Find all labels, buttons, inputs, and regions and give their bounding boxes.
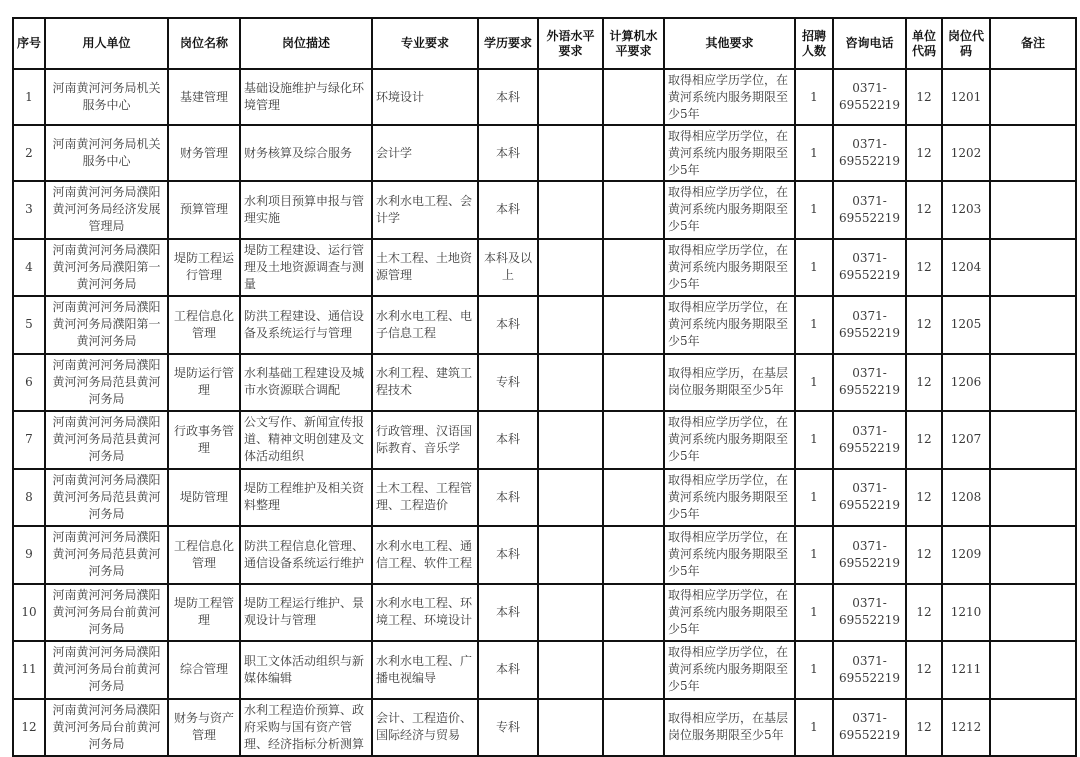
- header-major: 专业要求: [372, 18, 478, 69]
- cell-lang: [538, 699, 603, 757]
- cell-no: 4: [13, 239, 45, 297]
- cell-post: 堤防运行管理: [168, 354, 240, 412]
- cell-no: 6: [13, 354, 45, 412]
- cell-unit-code: 12: [906, 411, 942, 469]
- cell-desc: 基础设施维护与绿化环境管理: [240, 69, 372, 125]
- cell-major: 水利水电工程、通信工程、软件工程: [372, 526, 478, 584]
- cell-lang: [538, 354, 603, 412]
- cell-desc: 水利基础工程建设及城市水资源联合调配: [240, 354, 372, 412]
- cell-remark: [990, 584, 1076, 642]
- cell-phone: 0371-69552219: [833, 699, 906, 757]
- table-row: [13, 411, 1076, 469]
- cell-phone: 0371-69552219: [833, 584, 906, 642]
- table-row: [13, 699, 1076, 757]
- cell-major: 行政管理、汉语国际教育、音乐学: [372, 411, 478, 469]
- cell-phone: 0371-69552219: [833, 469, 906, 527]
- cell-post: 堤防管理: [168, 469, 240, 527]
- cell-computer: [603, 296, 664, 354]
- cell-edu: 本科: [478, 584, 538, 642]
- cell-phone: 0371-69552219: [833, 69, 906, 125]
- cell-unit: 河南黄河河务局濮阳黄河河务局范县黄河河务局: [45, 469, 168, 527]
- cell-desc: 堤防工程维护及相关资料整理: [240, 469, 372, 527]
- cell-count: 1: [795, 239, 833, 297]
- cell-computer: [603, 641, 664, 699]
- cell-lang: [538, 584, 603, 642]
- cell-post: 预算管理: [168, 181, 240, 239]
- cell-phone: 0371-69552219: [833, 354, 906, 412]
- cell-remark: [990, 526, 1076, 584]
- cell-major: 水利水电工程、电子信息工程: [372, 296, 478, 354]
- cell-post: 基建管理: [168, 69, 240, 125]
- cell-count: 1: [795, 411, 833, 469]
- cell-unit-code: 12: [906, 296, 942, 354]
- cell-edu: 本科: [478, 69, 538, 125]
- cell-remark: [990, 296, 1076, 354]
- cell-remark: [990, 469, 1076, 527]
- cell-post-code: 1204: [942, 239, 990, 297]
- cell-remark: [990, 411, 1076, 469]
- cell-desc: 财务核算及综合服务: [240, 125, 372, 181]
- cell-major: 水利水电工程、环境工程、环境设计: [372, 584, 478, 642]
- table-row: [13, 526, 1076, 584]
- cell-no: 12: [13, 699, 45, 757]
- cell-phone: 0371-69552219: [833, 239, 906, 297]
- cell-post-code: 1205: [942, 296, 990, 354]
- cell-desc: 防洪工程信息化管理、通信设备系统运行维护: [240, 526, 372, 584]
- cell-unit-code: 12: [906, 584, 942, 642]
- cell-count: 1: [795, 469, 833, 527]
- cell-count: 1: [795, 584, 833, 642]
- table-row: [13, 239, 1076, 297]
- cell-computer: [603, 469, 664, 527]
- cell-other: 取得相应学历学位，在黄河系统内服务期限至少5年: [664, 296, 795, 354]
- cell-edu: 本科: [478, 411, 538, 469]
- header-remark: 备注: [990, 18, 1076, 69]
- cell-no: 7: [13, 411, 45, 469]
- cell-unit-code: 12: [906, 469, 942, 527]
- cell-computer: [603, 69, 664, 125]
- cell-phone: 0371-69552219: [833, 641, 906, 699]
- cell-edu: 本科: [478, 469, 538, 527]
- header-post-code: 岗位代码: [942, 18, 990, 69]
- cell-major: 会计、工程造价、国际经济与贸易: [372, 699, 478, 757]
- cell-remark: [990, 181, 1076, 239]
- cell-remark: [990, 125, 1076, 181]
- cell-phone: 0371-69552219: [833, 125, 906, 181]
- cell-major: 土木工程、土地资源管理: [372, 239, 478, 297]
- cell-other: 取得相应学历学位，在黄河系统内服务期限至少5年: [664, 641, 795, 699]
- cell-computer: [603, 239, 664, 297]
- cell-other: 取得相应学历学位，在黄河系统内服务期限至少5年: [664, 69, 795, 125]
- cell-unit-code: 12: [906, 354, 942, 412]
- cell-desc: 防洪工程建设、通信设备及系统运行与管理: [240, 296, 372, 354]
- cell-no: 10: [13, 584, 45, 642]
- cell-edu: 本科: [478, 526, 538, 584]
- cell-unit-code: 12: [906, 526, 942, 584]
- table-row: [13, 296, 1076, 354]
- header-unit: 用人单位: [45, 18, 168, 69]
- cell-count: 1: [795, 296, 833, 354]
- cell-post: 堤防工程管理: [168, 584, 240, 642]
- cell-lang: [538, 641, 603, 699]
- cell-count: 1: [795, 354, 833, 412]
- cell-lang: [538, 526, 603, 584]
- cell-remark: [990, 239, 1076, 297]
- cell-edu: 专科: [478, 354, 538, 412]
- cell-post-code: 1208: [942, 469, 990, 527]
- header-other: 其他要求: [664, 18, 795, 69]
- cell-no: 2: [13, 125, 45, 181]
- cell-major: 水利水电工程、会计学: [372, 181, 478, 239]
- table-row: [13, 641, 1076, 699]
- cell-unit-code: 12: [906, 641, 942, 699]
- cell-no: 11: [13, 641, 45, 699]
- cell-remark: [990, 354, 1076, 412]
- cell-post-code: 1209: [942, 526, 990, 584]
- cell-edu: 本科及以上: [478, 239, 538, 297]
- cell-computer: [603, 699, 664, 757]
- table-row: [13, 354, 1076, 412]
- cell-lang: [538, 469, 603, 527]
- cell-computer: [603, 181, 664, 239]
- cell-unit-code: 12: [906, 699, 942, 757]
- cell-other: 取得相应学历学位，在黄河系统内服务期限至少5年: [664, 181, 795, 239]
- cell-count: 1: [795, 69, 833, 125]
- cell-count: 1: [795, 181, 833, 239]
- cell-other: 取得相应学历学位，在黄河系统内服务期限至少5年: [664, 125, 795, 181]
- cell-unit: 河南黄河河务局机关服务中心: [45, 69, 168, 125]
- cell-post: 行政事务管理: [168, 411, 240, 469]
- cell-post: 工程信息化管理: [168, 296, 240, 354]
- cell-other: 取得相应学历学位，在黄河系统内服务期限至少5年: [664, 239, 795, 297]
- header-phone: 咨询电话: [833, 18, 906, 69]
- cell-phone: 0371-69552219: [833, 526, 906, 584]
- cell-unit: 河南黄河河务局濮阳黄河河务局台前黄河河务局: [45, 699, 168, 757]
- cell-unit: 河南黄河河务局机关服务中心: [45, 125, 168, 181]
- cell-desc: 公文写作、新闻宣传报道、精神文明创建及文体活动组织: [240, 411, 372, 469]
- cell-major: 环境设计: [372, 69, 478, 125]
- cell-unit: 河南黄河河务局濮阳黄河河务局范县黄河河务局: [45, 354, 168, 412]
- cell-desc: 职工文体活动组织与新媒体编辑: [240, 641, 372, 699]
- cell-lang: [538, 69, 603, 125]
- cell-post-code: 1201: [942, 69, 990, 125]
- cell-count: 1: [795, 125, 833, 181]
- cell-lang: [538, 125, 603, 181]
- header-no: 序号: [13, 18, 45, 69]
- cell-post: 财务管理: [168, 125, 240, 181]
- cell-desc: 堤防工程运行维护、景观设计与管理: [240, 584, 372, 642]
- cell-post: 财务与资产管理: [168, 699, 240, 757]
- cell-unit: 河南黄河河务局濮阳黄河河务局濮阳第一黄河河务局: [45, 296, 168, 354]
- cell-post: 综合管理: [168, 641, 240, 699]
- cell-other: 取得相应学历学位，在黄河系统内服务期限至少5年: [664, 469, 795, 527]
- cell-post-code: 1207: [942, 411, 990, 469]
- table-row: [13, 125, 1076, 181]
- cell-remark: [990, 699, 1076, 757]
- cell-no: 8: [13, 469, 45, 527]
- cell-no: 9: [13, 526, 45, 584]
- cell-unit-code: 12: [906, 69, 942, 125]
- table-row: [13, 69, 1076, 125]
- cell-unit-code: 12: [906, 181, 942, 239]
- cell-lang: [538, 411, 603, 469]
- table-row: [13, 469, 1076, 527]
- cell-other: 取得相应学历学位，在黄河系统内服务期限至少5年: [664, 411, 795, 469]
- cell-unit: 河南黄河河务局濮阳黄河河务局台前黄河河务局: [45, 584, 168, 642]
- cell-computer: [603, 526, 664, 584]
- cell-no: 5: [13, 296, 45, 354]
- cell-lang: [538, 181, 603, 239]
- recruitment-table: [12, 17, 1077, 757]
- cell-unit: 河南黄河河务局濮阳黄河河务局范县黄河河务局: [45, 411, 168, 469]
- cell-phone: 0371-69552219: [833, 296, 906, 354]
- cell-edu: 本科: [478, 181, 538, 239]
- cell-phone: 0371-69552219: [833, 411, 906, 469]
- table-row: [13, 181, 1076, 239]
- cell-major: 水利水电工程、广播电视编导: [372, 641, 478, 699]
- cell-post-code: 1212: [942, 699, 990, 757]
- cell-lang: [538, 239, 603, 297]
- cell-edu: 本科: [478, 641, 538, 699]
- cell-major: 水利工程、建筑工程技术: [372, 354, 478, 412]
- cell-count: 1: [795, 699, 833, 757]
- cell-unit-code: 12: [906, 125, 942, 181]
- cell-other: 取得相应学历学位，在黄河系统内服务期限至少5年: [664, 584, 795, 642]
- cell-post-code: 1202: [942, 125, 990, 181]
- cell-unit: 河南黄河河务局濮阳黄河河务局范县黄河河务局: [45, 526, 168, 584]
- header-computer: 计算机水平要求: [603, 18, 664, 69]
- cell-post-code: 1203: [942, 181, 990, 239]
- header-lang: 外语水平要求: [538, 18, 603, 69]
- cell-computer: [603, 125, 664, 181]
- header-count: 招聘人数: [795, 18, 833, 69]
- cell-lang: [538, 296, 603, 354]
- cell-computer: [603, 411, 664, 469]
- cell-unit: 河南黄河河务局濮阳黄河河务局濮阳第一黄河河务局: [45, 239, 168, 297]
- cell-other: 取得相应学历，在基层岗位服务期限至少5年: [664, 354, 795, 412]
- header-desc: 岗位描述: [240, 18, 372, 69]
- header-post: 岗位名称: [168, 18, 240, 69]
- cell-post-code: 1211: [942, 641, 990, 699]
- cell-post-code: 1206: [942, 354, 990, 412]
- header-edu: 学历要求: [478, 18, 538, 69]
- cell-post: 堤防工程运行管理: [168, 239, 240, 297]
- cell-remark: [990, 641, 1076, 699]
- cell-no: 1: [13, 69, 45, 125]
- cell-edu: 本科: [478, 125, 538, 181]
- cell-desc: 水利工程造价预算、政府采购与国有资产管理、经济指标分析测算: [240, 699, 372, 757]
- cell-unit-code: 12: [906, 239, 942, 297]
- cell-remark: [990, 69, 1076, 125]
- cell-major: 会计学: [372, 125, 478, 181]
- cell-computer: [603, 354, 664, 412]
- cell-desc: 堤防工程建设、运行管理及土地资源调查与测量: [240, 239, 372, 297]
- cell-other: 取得相应学历学位，在黄河系统内服务期限至少5年: [664, 526, 795, 584]
- cell-other: 取得相应学历，在基层岗位服务期限至少5年: [664, 699, 795, 757]
- cell-unit: 河南黄河河务局濮阳黄河河务局经济发展管理局: [45, 181, 168, 239]
- cell-count: 1: [795, 526, 833, 584]
- cell-unit: 河南黄河河务局濮阳黄河河务局台前黄河河务局: [45, 641, 168, 699]
- cell-desc: 水利项目预算申报与管理实施: [240, 181, 372, 239]
- cell-major: 土木工程、工程管理、工程造价: [372, 469, 478, 527]
- cell-count: 1: [795, 641, 833, 699]
- table-row: [13, 584, 1076, 642]
- cell-post-code: 1210: [942, 584, 990, 642]
- cell-computer: [603, 584, 664, 642]
- cell-post: 工程信息化管理: [168, 526, 240, 584]
- header-row: [13, 18, 1076, 69]
- cell-edu: 专科: [478, 699, 538, 757]
- cell-edu: 本科: [478, 296, 538, 354]
- header-unit-code: 单位代码: [906, 18, 942, 69]
- cell-phone: 0371-69552219: [833, 181, 906, 239]
- cell-no: 3: [13, 181, 45, 239]
